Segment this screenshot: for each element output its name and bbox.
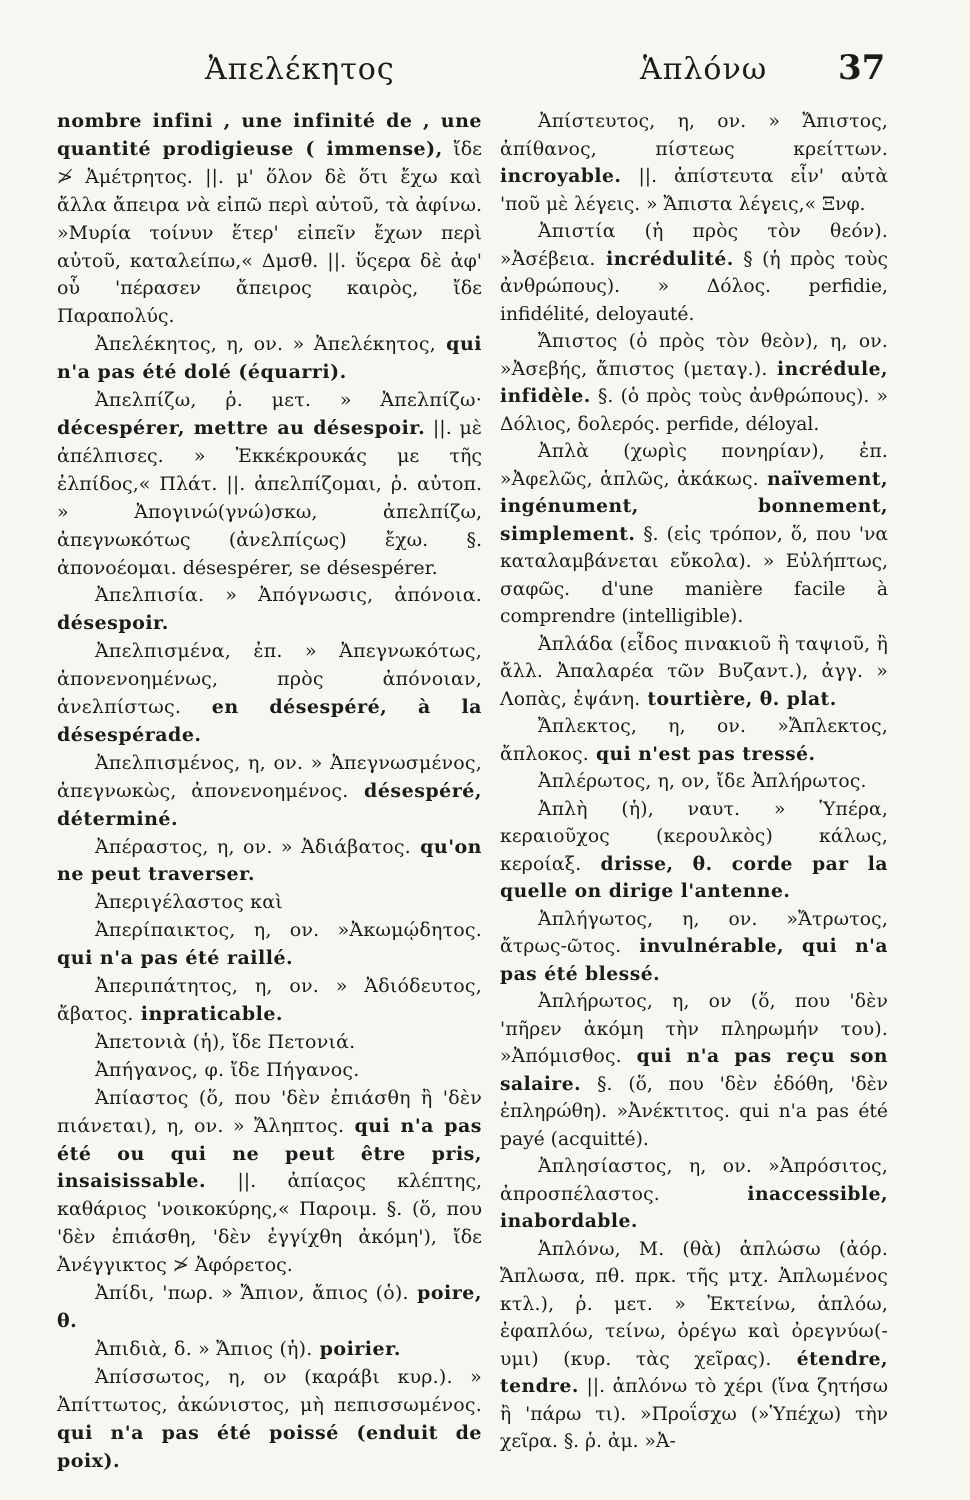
- headword-text: Ἀπλὰ (χωρὶς πονηρίαν), ἐπ. »Ἀφελῶς, ἁπλῶς, ἀκάκως.: [500, 441, 888, 490]
- dictionary-entry: [57, 889, 482, 917]
- dictionary-entry: [57, 387, 482, 582]
- headword-text: Ἀπιδιὰ, δ. » Ἄπιος (ἡ).: [95, 1337, 313, 1360]
- headword-text: Ἀπεριπάτητος, η, ον. » Ἀδιόδευτος, ἄβατος.: [57, 975, 482, 1025]
- french-gloss: qui n'est pas tressé.: [588, 742, 816, 765]
- headword-text: Ἀπετονιὰ (ἡ), ἴδε Πετονιά.: [95, 1030, 356, 1053]
- dictionary-entry: [500, 108, 888, 218]
- entry-remainder: ἴδε ≯ Ἀμέτρητος. ||. μ' ὅλον δὲ ὅτι ἔχω καὶ ἄλλα ἄπειρα νὰ εἰπῶ περὶ αὐτοῦ, τὰ ἀφίνω. »Μυρία τοίνυν ἕτερ' εἰπεῖν ἔχων περὶ αὐτοῦ, καταλείπω,« Δμσθ. ||. ὕςερα δὲ ἀφ' οὗ 'πέρασεν ἄπειρος καιρὸς, ἴδε Παραπολύς.: [57, 137, 483, 328]
- dictionary-entry: [500, 906, 888, 989]
- dictionary-entry: [57, 1085, 482, 1280]
- dictionary-entry: [57, 1029, 482, 1057]
- french-gloss: qui n'a pas été ou qui ne peut être pris, insaisissable.: [57, 1114, 482, 1193]
- entry-remainder: §. (ὅ, που 'δὲν ἐδόθη, 'δὲν ἐπληρώθη). »Ἀνέκτιτος. qui n'a pas été payé (acquitté).: [500, 1073, 888, 1150]
- french-gloss: désespoir.: [57, 612, 169, 635]
- french-gloss: inaccessible, inabordable.: [500, 1182, 888, 1232]
- dictionary-entry: [500, 768, 888, 796]
- dictionary-entry: [57, 834, 482, 890]
- french-gloss: qui n'a pas été raillé.: [57, 947, 294, 970]
- headword-text: Ἀπερίπαικτος, η, ον. »Ἀκωμῴδητος.: [95, 919, 482, 942]
- dictionary-entry: [500, 218, 888, 328]
- dictionary-entry: [57, 1364, 482, 1476]
- right-column: [500, 108, 888, 1456]
- french-gloss: étendre, tendre.: [500, 1347, 888, 1397]
- french-gloss: incrédule, infidèle.: [500, 357, 888, 407]
- dictionary-entry: [57, 582, 482, 638]
- headword-text: Ἄπιστος (ὁ πρὸς τὸν θεὸν), η, ον. »Ἀσεβής, ἄπιστος (μεταγ.).: [500, 331, 888, 380]
- french-gloss: drisse, θ. corde par la quelle on dirige l'antenne.: [500, 852, 888, 902]
- dictionary-entry: [500, 988, 888, 1153]
- headword-text: Ἀπεριγέλαστος καὶ: [95, 891, 283, 914]
- dictionary-entry: [57, 973, 482, 1029]
- dictionary-entry: [57, 1057, 482, 1085]
- headword-text: Ἀπλησίαστος, η, ον. »Ἀπρόσιτος, ἀπροσπέλαστος.: [500, 1156, 888, 1205]
- headword-text: Ἀπίσσωτος, η, ον (καράβι κυρ.). » Ἀπίττωτος, ἀκώνιστος, μὴ πεπισσωμένος.: [57, 1365, 482, 1416]
- french-gloss: inpraticable.: [133, 1003, 284, 1025]
- french-gloss: invulnérable, qui n'a pas été blessé.: [500, 935, 888, 985]
- french-gloss: naïvement, ingénument, bonnement, simplement.: [500, 467, 888, 545]
- french-gloss: poire, θ.: [57, 1282, 482, 1332]
- dictionary-entry: [500, 631, 888, 714]
- headword-text: Ἀπίστευτος, η, ον. » Ἄπιστος, ἀπίθανος, πίστεως κρείττων.: [500, 111, 888, 160]
- headword-text: Ἀπίδι, 'πωρ. » Ἄπιον, ἄπιος (ὁ).: [95, 1282, 409, 1305]
- entry-remainder: §. (ὁ πρὸς τοὺς ἀνθρώπους). » Δόλιος, δολερός. perfide, déloyal.: [500, 386, 888, 435]
- headword-text: Ἀπέραστος, η, ον. » Ἀδιάβατος.: [95, 835, 411, 858]
- french-gloss: incrédulité.: [595, 247, 734, 270]
- french-gloss: qu'on ne peut traverser.: [57, 835, 482, 886]
- headword-text: Ἀπελπισία. » Ἀπόγνωσις, ἀπόνοια.: [95, 584, 482, 607]
- left-column: [57, 108, 482, 1475]
- page-number: 37: [838, 48, 886, 88]
- headword-text: Ἀπελέκητος, η, ον. » Ἀπελέκητος,: [95, 333, 436, 356]
- french-gloss: qui n'a pas été poissé (enduit de poix).: [57, 1421, 482, 1472]
- french-gloss: désespéré, déterminé.: [57, 779, 482, 830]
- dictionary-entry: [57, 917, 482, 973]
- entry-remainder: ||. ἁπλόνω τὸ χέρι (ἵνα ζητήσω ἢ 'πάρω τι). »Προΐσχω (»Ὑπέχω) τὴν χεῖρα. §. ῥ. ἀμ. »Ἀ-: [500, 1376, 888, 1452]
- dictionary-entry: [57, 638, 482, 750]
- headword-text: Ἀπιστία (ἡ πρὸς τὸν θεόν). »Ἀσέβεια.: [500, 221, 888, 270]
- dictionary-entry: [500, 1153, 888, 1236]
- dictionary-entry: [500, 1236, 888, 1456]
- dictionary-entry: [500, 713, 888, 768]
- headword-text: Ἀπλήρωτος, η, ον (ὅ, που 'δὲν 'πῆρεν ἀκόμη τὴν πληρωμήν του). »Ἀπόμισθος.: [500, 991, 888, 1067]
- entry-remainder: ||. ἀπίαςος κλέπτης, καθάριος 'νοικοκύρης,« Παροιμ. §. (ὅ, που 'δὲν ἐπιάσθη, 'δὲν ἐγγίχθη ἀκόμη'), ἴδε Ἀνέγγικτος ≯ Ἀφόρετος.: [57, 1170, 482, 1277]
- french-gloss: en désespéré, à la désespérade.: [57, 696, 482, 746]
- dictionary-entry: [57, 108, 482, 331]
- entry-remainder: § (ἡ πρὸς τοὺς ἀνθρώπους). » Δόλος. perfidie, infidélité, deloyauté.: [500, 248, 889, 325]
- running-header: [0, 48, 970, 102]
- entry-remainder: ||. μὲ ἀπέλπισες. » Ἐκκέκρουκάς με τῆς ἐλπίδος,« Πλάτ. ||. ἀπελπίζομαι, ῥ. αὐτοπ. » Ἀπογινώ(γνώ)σκω, ἀπελπίζω, ἀπεγνωκότως (ἀνελπίςως) ἔχω. §. ἀπονοέομαι. désespérer, se désespérer.: [57, 416, 482, 579]
- dictionary-entry: [500, 796, 888, 906]
- dictionary-entry: [57, 1336, 482, 1364]
- headword-text: Ἁπλόνω, Μ. (θὰ) ἁπλώσω (ἀόρ. Ἄπλωσα, πθ. πρκ. τῆς μτχ. Ἀπλωμένος κτλ.), ῥ. μετ. » Ἐκτείνω, ἁπλόω, ἐφαπλόω, τείνω, ὀρέγω καὶ ὀρεγνύω(-υμι) (κυρ. τὰς χεῖρας).: [500, 1238, 888, 1370]
- dictionary-entry: [500, 438, 888, 631]
- dictionary-entry: [57, 331, 482, 387]
- french-gloss: qui n'a pas été dolé (équarri).: [57, 333, 482, 384]
- headword-text: Ἀπελπισμένα, ἐπ. » Ἀπεγνωκότως, ἀπονενοημένως, πρὸς ἀπόνοιαν, ἀνελπίστως.: [57, 640, 482, 719]
- headword-text: Ἀπλάδα (εἶδος πινακιοῦ ἢ ταψιοῦ, ἢ ἄλλ. Ἀπαλαρέα τῶν Βυζαντ.), ἀγγ. » Λοπὰς, ἐψάνη.: [500, 633, 888, 710]
- entry-remainder: ||. ἀπίστευτα εἶν' αὐτὰ 'ποῦ μὲ λέγεις. » Ἄπιστα λέγεις,« Ξνφ.: [500, 166, 888, 215]
- headword-text: Ἀπελπισμένος, η, ον. » Ἀπεγνωσμένος, ἀπεγνωκὼς, ἀπονενοημένος.: [57, 751, 482, 802]
- headword-text: Ἀπελπίζω, ῥ. μετ. » Ἀπελπίζω·: [95, 389, 482, 412]
- headword-text: Ἀπλέρωτος, η, ον, ἴδε Ἀπλήρωτος.: [538, 771, 867, 792]
- headword-text: Ἀπίαστος (ὅ, που 'δὲν ἐπιάσθη ἢ 'δὲν πιάνεται), η, ον. » Ἄληπτος.: [57, 1086, 482, 1137]
- entry-remainder: §. (εἰς τρόπον, ὅ, που 'να καταλαμβάνεται εὔκολα). » Εὐλήπτως, σαφῶς. d'une manière facile à comprendre (intelligible).: [500, 523, 888, 627]
- headword-text: Ἄπλεκτος, η, ον. »Ἄπλεκτος, ἄπλοκος.: [500, 716, 888, 765]
- dictionary-entry: [57, 750, 482, 834]
- french-gloss: incroyable.: [500, 165, 622, 187]
- headword-text: Ἀπήγανος, φ. ἴδε Πήγανος.: [95, 1058, 360, 1081]
- french-gloss: tourtière, θ. plat.: [640, 687, 837, 710]
- header-left-word: Ἀπελέκητος: [205, 52, 395, 87]
- french-gloss: poirier.: [312, 1337, 401, 1360]
- french-gloss: décespérer, mettre au désespoir.: [57, 416, 426, 439]
- headword-text: Ἀπλήγωτος, η, ον. »Ἄτρωτος, ἄτρως-ῶτος.: [500, 908, 888, 957]
- headword-text: Ἀπλὴ (ἡ), ναυτ. » Ὑπέρα, κεραιοῦχος (κερουλκὸς) κάλως, κεροίαξ.: [500, 798, 888, 875]
- french-gloss: nombre infini , une infinité de , une quantité prodigieuse ( immense),: [57, 110, 482, 160]
- dictionary-entry: [57, 1280, 482, 1336]
- french-gloss: qui n'a pas reçu son salaire.: [500, 1045, 888, 1095]
- dictionary-entry: [500, 328, 888, 438]
- header-right-word: Ἁπλόνω: [640, 52, 768, 87]
